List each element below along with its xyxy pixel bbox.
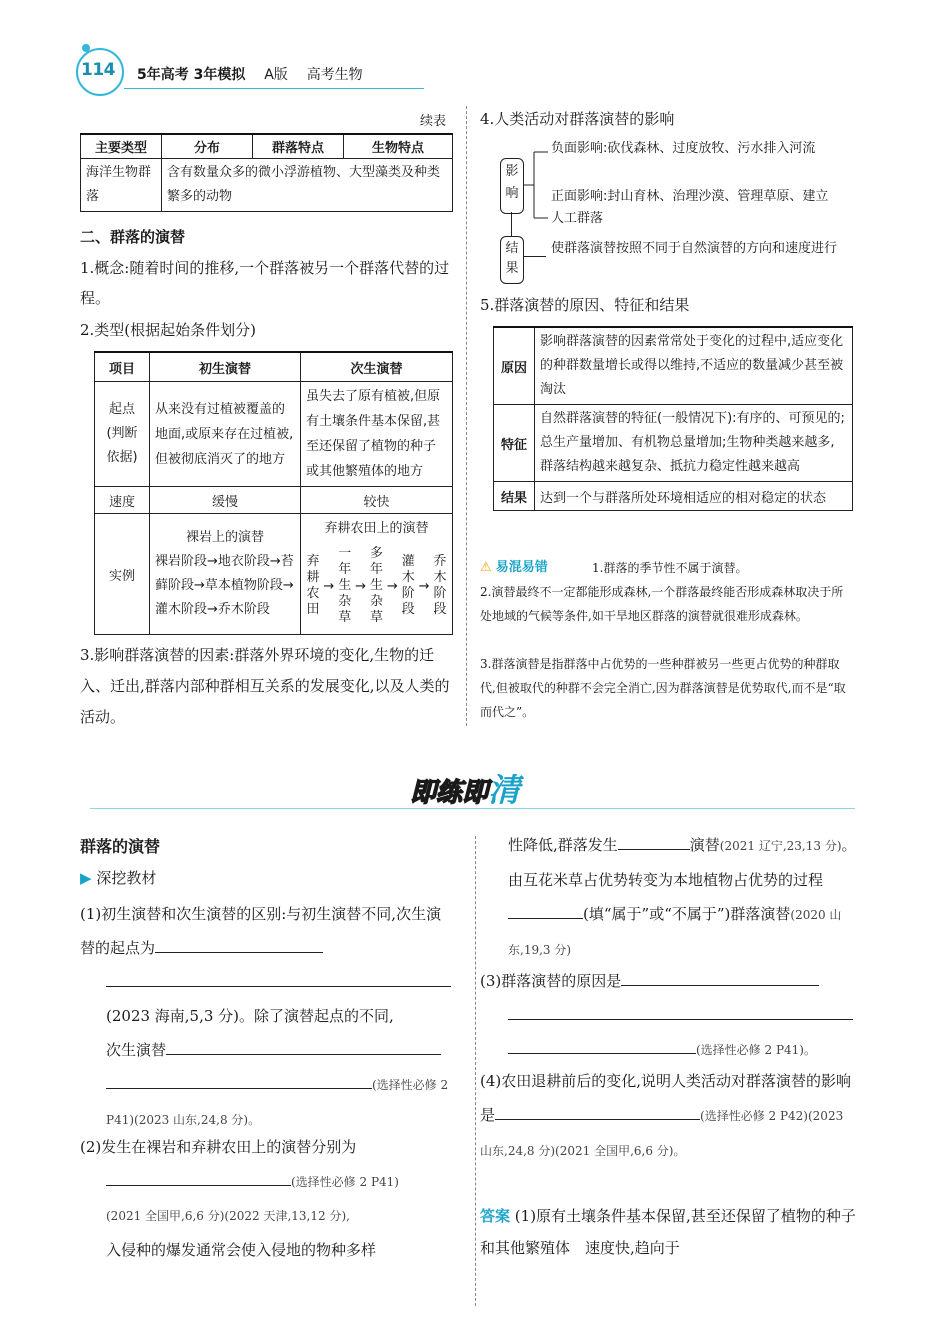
q2-stem: (2)发生在裸岩和弃耕农田上的演替分别为 [80,1138,357,1156]
mistake-item: 2.演替最终不一定都能形成森林,一个群落最终能否形成森林取决于所处地域的气候等条件,如干旱地区群落的演替就很难形成森林。 [480,585,844,623]
subject: 高考生物 [306,67,363,83]
answer-blank[interactable] [166,1040,441,1055]
q2-stem-4: 演替 [689,836,720,854]
q2-ref-4: (2020 山东,19,3 分) [508,908,842,957]
question-2-cont [480,828,858,967]
brace-icon [522,140,552,230]
negative-impact: 负面影响:砍伐森林、过度放牧、污水排入河流 [551,141,816,156]
table-header: 分布 [162,134,253,159]
book-title: 5年高考 3年模拟 [137,67,246,83]
secondary-flow [306,542,447,632]
question-1 [80,897,455,1137]
arrow-icon: → [418,578,430,594]
human-impact-title: 4.人类活动对群落演替的影响 [480,110,675,128]
example-title: 弃耕农田上的演替 [324,521,429,536]
result-label: 结果 [505,241,519,276]
answer-blank[interactable] [508,904,583,919]
flow-step: 多年生杂草 [369,546,383,625]
question-3 [480,964,858,1067]
row-label: 原因 [494,327,535,405]
influence-label: 影响 [505,164,519,201]
table-cell: 自然群落演替的特征(一般情况下):有序的、可预见的;总生产量增加、有机物总量增加;生物种类越来越多,群落结构越来越复杂、抵抗力稳定性越来越高 [535,405,853,482]
mistake-item: 3.群落演替是指群落中占优势的一些种群被另一些更占优势的种群取代,但被取代的种群不会完全消亡,因为群落演替是优势取代,而不是“取而代之”。 [480,657,846,719]
q2-ref: (选择性必修 2 P41) [291,1175,399,1189]
flow-step: 乔木阶段 [433,554,447,617]
answer-blank[interactable] [106,1171,291,1186]
mistakes-tag: 易混易错 [495,560,548,575]
table-header: 生物特点 [344,134,453,159]
q1-line [80,1033,455,1067]
header-rule [124,88,424,89]
triangle-icon: ▶ [80,869,92,887]
table-cell [301,514,453,635]
q2-stem-5: 。由互花米草占优势转变为本地植物占优势的过程 [508,836,857,889]
arrow-icon: → [323,578,335,594]
cause-feature-table [493,326,853,511]
answer-tag: 答案 [480,1207,511,1225]
factors-text: 3.影响群落演替的因素:群落外界环境的变化,生物的迁入、迁出,群落内部种群相互关系的发展变化,以及人类的活动。 [80,646,450,726]
q2-stem-6: (填“属于”或“不属于”)群落演替 [583,905,791,923]
answer-blank[interactable] [508,1005,853,1020]
connector-line [524,256,546,257]
q2-stem-3: 性降低,群落发生 [508,836,618,854]
influence-box [500,158,524,214]
table-cell: 较快 [301,487,453,514]
table-cell: 从来没有过植被覆盖的地面,或原来存在过植被,但被彻底消灭了的地方 [150,382,301,487]
table-header: 项目 [95,352,150,382]
cause-title: 5.群落演替的原因、特征和结果 [480,296,690,314]
table-cell: 缓慢 [150,487,301,514]
ref-row [80,999,455,1033]
connector-line [511,212,512,236]
row-label: 速度 [95,487,150,514]
q2-line [80,1164,455,1199]
flow-step: 一年生杂草 [338,546,352,625]
question-2 [80,1130,455,1267]
badge-dot-icon [82,44,90,52]
flow-step: 灌木阶段 [401,554,415,617]
table-header: 次生演替 [301,352,453,382]
result-text: 使群落演替按照不同于自然演替的方向和速度进行 [551,241,838,256]
answer-blank[interactable] [155,938,323,953]
mistakes-header [480,556,548,575]
q1-ref: (2023 海南,5,3 分)。除了演替起点的不同, [106,1007,394,1025]
q2-stem-2: 入侵种的爆发通常会使入侵地的物种多样 [106,1241,377,1259]
column-divider [466,106,467,726]
section-title: 二、群落的演替 [80,228,186,246]
table-cell [150,514,301,635]
table-cell: 影响群落演替的因素常常处于变化的过程中,适应变化的种群数量增长或得以维持,不适应的数量减少甚至被淘汰 [535,327,853,405]
table-cell: 达到一个与群落所处环境相适应的相对稳定的状态 [535,482,853,511]
q2-cont-line [480,828,858,967]
blank-line-row [80,965,455,999]
types-title: 2.类型(根据起始条件划分) [80,321,257,339]
table-cell: 海洋生物群落 [81,159,162,212]
q3-ref: (选择性必修 2 P41)。 [696,1043,816,1057]
arrow-icon: → [355,578,367,594]
row-label: 结果 [494,482,535,511]
q4-stem: (4)农田退耕前后的变化,说明人类活动对群落演替的影响是 [480,1072,852,1124]
answer-blank[interactable] [508,1039,696,1054]
result-box [500,236,524,284]
q3-ref-row [480,1032,858,1067]
answer-blank[interactable] [618,835,690,850]
table-cell: 含有数量众多的微小浮游植物、大型藻类及种类繁多的动物 [162,159,453,212]
mistake-item: 1.群落的季节性不属于演替。 [592,561,748,575]
practice-subtitle: 深挖教材 [96,869,157,887]
page-number: 114 [81,60,115,80]
q1-ref-2: (选择性必修 2 P41)(2023 山东,24,8 分)。 [106,1078,449,1127]
banner-text-accent: 清 [488,771,521,809]
q3-stem: (3)群落演替的原因是 [480,972,622,990]
q1-stem: (1)初生演替和次生演替的区别:与初生演替不同,次生演替的起点为 [80,905,442,957]
community-table-continued [80,133,453,212]
row-label: 起点(判断依据) [95,382,150,487]
practice-title: 群落的演替 [80,837,161,856]
edition: A版 [264,67,288,83]
q4-ref: (选择性必修 2 P42)(2023 山东,24,8 分)(2021 全国甲,6,6 分)。 [480,1109,844,1158]
warning-icon: ⚠ [480,560,492,575]
table-header: 群落特点 [253,134,344,159]
table-header: 主要类型 [81,134,162,159]
continued-label: 续表 [420,114,447,129]
table-header: 初生演替 [150,352,301,382]
question-text [80,897,455,965]
answer-blank[interactable] [621,971,819,986]
practice-banner [410,765,520,811]
q1-stem-2: 次生演替 [106,1041,167,1059]
header-title [137,64,377,84]
answer-blank[interactable] [495,1105,700,1120]
row-label: 特征 [494,405,535,482]
answer-text: (1)原有土壤条件基本保留,甚至还保留了植物的种子和其他繁殖体 速度快,趋向于 [480,1207,856,1257]
column-divider [475,836,476,1306]
q2-ref-2: (2021 全国甲,6,6 分)(2022 天津,13,12 分), [106,1209,350,1223]
q2-ref-3: (2021 辽宁,23,13 分) [719,839,842,853]
concept-text: 1.概念:随着时间的推移,一个群落被另一个群落代替的过程。 [80,259,450,307]
answer-blank[interactable] [106,1074,372,1089]
table-cell: 虽失去了原有植被,但原有土壤条件基本保留,甚至还保留了植物的种子或其他繁殖体的地方 [301,382,453,487]
q1-ref-row [80,1067,455,1137]
arrow-icon: → [386,578,398,594]
example-title: 裸岩上的演替 [185,530,264,545]
flow-step: 弃耕农田 [306,554,320,617]
succession-types-table [94,351,453,635]
row-label: 实例 [95,514,150,635]
q3-line [480,964,858,998]
question-4 [480,1064,858,1168]
blank-line-row [480,998,858,1032]
positive-impact: 正面影响:封山育林、治理沙漠、管理草原、建立人工群落 [551,189,829,226]
practice-subtitle-row [80,867,156,888]
banner-text: 即练即 [410,778,489,808]
answer-block [480,1200,858,1264]
example-steps: 裸岩阶段→地衣阶段→苔藓阶段→草本植物阶段→灌木阶段→乔木阶段 [155,554,294,617]
answer-blank[interactable] [106,972,451,987]
